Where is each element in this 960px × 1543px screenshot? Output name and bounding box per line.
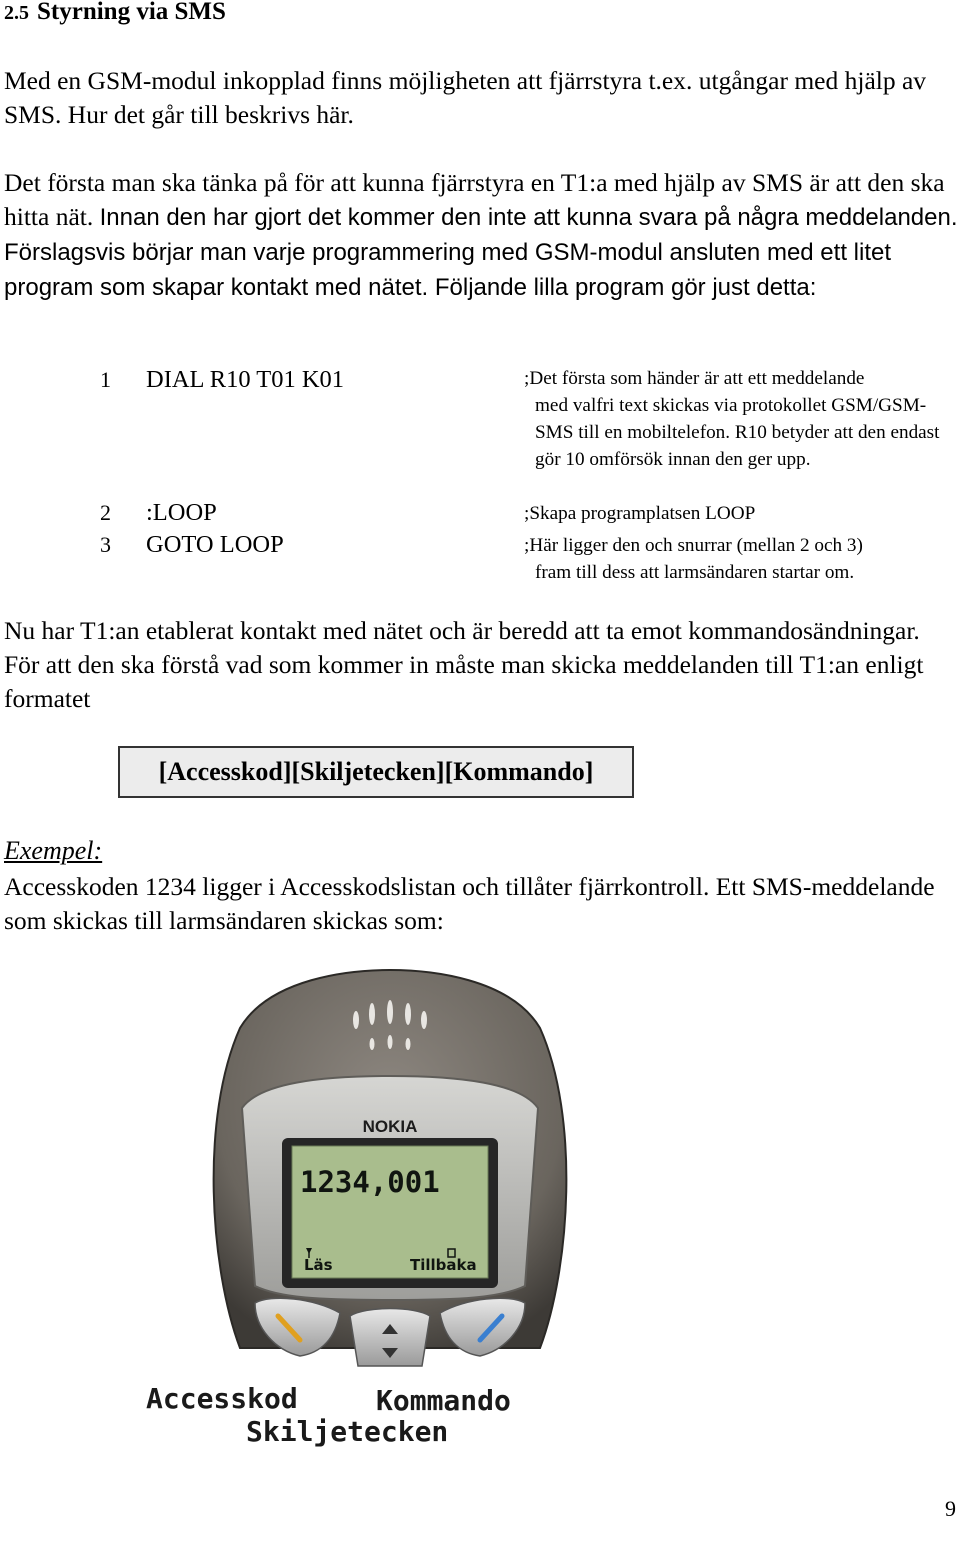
- sms-format-box: [Accesskod][Skiljetecken][Kommando]: [118, 746, 634, 798]
- section-title: Styrning via SMS: [37, 0, 226, 25]
- phone-brand: NOKIA: [362, 1117, 418, 1136]
- network-text-serif: Det första man ska tänka på för att kunna fjärrstyra en T1:a med hjälp av SMS är att den ska hitta nät.: [4, 168, 945, 231]
- line-number: 3: [100, 532, 111, 557]
- phone-display-text: 1234,001: [300, 1165, 440, 1199]
- program-comment: [524, 500, 954, 527]
- example-label: Exempel:: [4, 836, 103, 865]
- example-text: Accesskoden 1234 ligger i Accesskodslistan och tillåter fjärrkontroll. Ett SMS-meddelande som skickas till larmsändaren skickas som:: [4, 872, 935, 935]
- program-comment: [524, 532, 954, 586]
- intro-paragraph: [4, 64, 960, 132]
- softkey-right-label: Tillbaka: [410, 1256, 477, 1274]
- phone-illustration: [200, 968, 580, 1368]
- softkey-left-label: Läs: [304, 1256, 333, 1274]
- program-listing: [0, 364, 960, 594]
- line-number: 2: [100, 500, 111, 525]
- program-code: :LOOP: [146, 499, 217, 526]
- comment-first-line: ;Här ligger den och snurrar (mellan 2 och 3): [524, 535, 863, 556]
- example-paragraph: [4, 870, 960, 938]
- line-number: 1: [100, 367, 111, 392]
- page-number: 9: [945, 1496, 956, 1521]
- nokia-phone-image: [200, 968, 580, 1368]
- label-kommando: Kommando: [376, 1384, 511, 1417]
- program-comment: [524, 365, 954, 473]
- comment-continuation: fram till dess att larmsändaren startar om.: [535, 562, 855, 583]
- format-intro-paragraph: [4, 614, 960, 716]
- program-code: DIAL R10 T01 K01: [146, 366, 345, 393]
- network-text-sans: Innan den har gjort det kommer den inte att kunna svara på några meddelanden. Förslagsvis börjar man varje programmering med GSM-modul ansluten med ett litet program som skapar kontakt med nätet. Följande lilla program gör just detta:: [4, 204, 958, 301]
- comment-first-line: ;Skapa programplatsen LOOP: [524, 503, 756, 524]
- section-heading: [4, 0, 226, 26]
- label-accesskod: Accesskod: [146, 1382, 298, 1415]
- comment-continuation: med valfri text skickas via protokollet GSM/GSM-SMS till en mobiltelefon. R10 betyder att den endast gör 10 omförsök innan den ger upp.: [535, 395, 940, 470]
- label-skiljetecken: Skiljetecken: [246, 1415, 449, 1448]
- program-code: GOTO LOOP: [146, 531, 284, 558]
- intro-text: Med en GSM-modul inkopplad finns möjligheten att fjärrstyra t.ex. utgångar med hjälp av SMS. Hur det går till beskrivs här.: [4, 66, 927, 129]
- format-intro-text: Nu har T1:an etablerat kontakt med nätet och är beredd att ta emot kommandosändningar. För att den ska förstå vad som kommer in måste man skicka meddelanden till T1:an enligt formatet: [4, 616, 924, 713]
- comment-first-line: ;Det första som händer är att ett meddelande: [524, 368, 865, 389]
- section-number: 2.5: [4, 2, 29, 24]
- network-paragraph: [4, 166, 960, 305]
